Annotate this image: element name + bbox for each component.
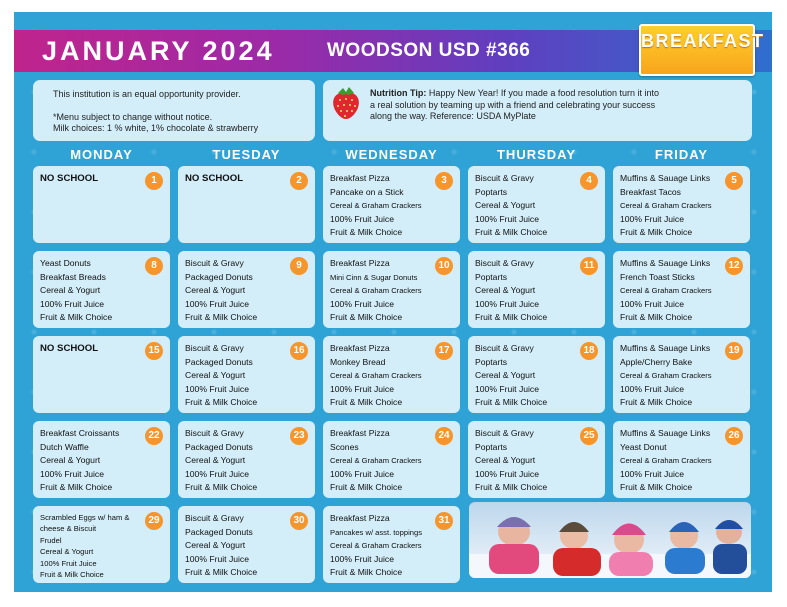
menu-item: Muffins & Sauage Links <box>620 258 711 268</box>
menu-item: Fruit & Milk Choice <box>40 482 113 493</box>
menu-item: Mini Cinn & Sugar Donuts <box>330 272 418 282</box>
day-cell-19 <box>613 336 750 413</box>
menu-item: 100% Fruit Juice <box>620 383 685 394</box>
menu-item: 100% Fruit Juice <box>330 298 395 309</box>
menu-item: 100% Fruit Juice <box>620 298 685 309</box>
day-cell-3 <box>323 166 460 243</box>
date-number-badge: 19 <box>725 342 743 360</box>
menu-item: Cereal & Yogurt <box>185 285 246 296</box>
day-cell-16 <box>178 336 315 413</box>
menu-item: Yeast Donut <box>620 441 667 452</box>
district-name: WOODSON USD #366 <box>327 40 531 61</box>
menu-item: Fruit & Milk Choice <box>620 397 693 408</box>
day-cell-15 <box>33 336 170 413</box>
menu-item: Apple/Cherry Bake <box>620 356 693 367</box>
day-cell-10 <box>323 251 460 328</box>
strawberry-icon <box>329 84 363 120</box>
menu-item: Cereal & Graham Crackers <box>330 286 422 296</box>
menu-item: Biscuit & Gravy <box>185 258 244 268</box>
menu-item: 100% Fruit Juice <box>185 383 250 394</box>
menu-item: 100% Fruit Juice <box>185 298 250 309</box>
day-cell-30 <box>178 506 315 583</box>
tip-text <box>370 88 660 123</box>
menu-item: Breakfast Pizza <box>330 513 390 523</box>
date-number-badge: 1 <box>145 172 163 190</box>
day-cell-24 <box>323 421 460 498</box>
date-number-badge: 25 <box>580 427 598 445</box>
date-number-badge: 24 <box>435 427 453 445</box>
menu-item: French Toast Sticks <box>620 271 695 282</box>
menu-item: Pancakes w/ asst. toppings <box>330 527 423 537</box>
date-number-badge: 2 <box>290 172 308 190</box>
date-number-badge: 30 <box>290 512 308 530</box>
menu-item: 100% Fruit Juice <box>620 213 685 224</box>
menu-item: Cereal & Yogurt <box>40 285 101 296</box>
menu-item: Cereal & Graham Crackers <box>620 286 712 296</box>
menu-item: Scones <box>330 441 359 452</box>
date-number-badge: 12 <box>725 257 743 275</box>
menu-item: 100% Fruit Juice <box>330 213 395 224</box>
breakfast-badge <box>639 24 765 76</box>
menu-item: 100% Fruit Juice <box>40 298 105 309</box>
menu-item: Fruit & Milk Choice <box>620 312 693 323</box>
menu-item: Fruit & Milk Choice <box>330 397 403 408</box>
menu-item: Yeast Donuts <box>40 258 91 268</box>
menu-item: Fruit & Milk Choice <box>185 567 258 578</box>
menu-item: 100% Fruit Juice <box>475 468 540 479</box>
date-number-badge: 15 <box>145 342 163 360</box>
menu-item: Biscuit & Gravy <box>475 258 534 268</box>
menu-item: Muffins & Sauage Links <box>620 173 711 183</box>
menu-item: cheese & Biscuit <box>40 524 97 534</box>
menu-item: 100% Fruit Juice <box>620 468 685 479</box>
menu-item: Fruit & Milk Choice <box>185 312 258 323</box>
menu-item: Monkey Bread <box>330 356 386 367</box>
date-number-badge: 9 <box>290 257 308 275</box>
menu-item: Cereal & Graham Crackers <box>330 371 422 381</box>
tip-body: Happy New Year! If you made a food resolution turn it into a real solution by teaming up with a friend and celebrating your success along the way. Reference: USDA MyPlate <box>370 88 659 121</box>
menu-item: 100% Fruit Juice <box>40 468 105 479</box>
menu-item: Breakfast Pizza <box>330 428 390 438</box>
menu-item: NO SCHOOL <box>40 343 99 354</box>
day-cell-18 <box>468 336 605 413</box>
menu-item: Cereal & Yogurt <box>185 455 246 466</box>
date-number-badge: 10 <box>435 257 453 275</box>
menu-item: Breakfast Breads <box>40 271 106 282</box>
menu-item: 100% Fruit Juice <box>475 213 540 224</box>
date-number-badge: 3 <box>435 172 453 190</box>
menu-item: 100% Fruit Juice <box>40 558 97 568</box>
page-title: JANUARY 2024 <box>42 36 275 66</box>
menu-item: Cereal & Yogurt <box>40 547 94 557</box>
menu-item: Fruit & Milk Choice <box>620 482 693 493</box>
date-number-badge: 18 <box>580 342 598 360</box>
menu-item: 100% Fruit Juice <box>330 553 395 564</box>
menu-item: Poptarts <box>475 356 508 367</box>
day-header-monday: MONDAY <box>70 147 133 162</box>
tip-label: Nutrition Tip: <box>370 88 427 98</box>
day-header-wednesday: WEDNESDAY <box>345 147 438 162</box>
day-cell-22 <box>33 421 170 498</box>
day-header-thursday: THURSDAY <box>496 147 577 162</box>
day-cell-11 <box>468 251 605 328</box>
day-cell-25 <box>468 421 605 498</box>
menu-item: Cereal & Yogurt <box>475 285 536 296</box>
menu-item: Biscuit & Gravy <box>185 428 244 438</box>
menu-item: Cereal & Yogurt <box>475 455 536 466</box>
menu-item: 100% Fruit Juice <box>475 298 540 309</box>
date-number-badge: 4 <box>580 172 598 190</box>
menu-item: Cereal & Graham Crackers <box>620 201 712 211</box>
menu-item: Fruit & Milk Choice <box>475 312 548 323</box>
day-cell-12 <box>613 251 750 328</box>
nutrition-tip-box <box>323 80 752 141</box>
menu-item: Dutch Waffle <box>40 441 89 452</box>
menu-item: Biscuit & Gravy <box>185 343 244 353</box>
menu-item: NO SCHOOL <box>185 173 244 184</box>
menu-item: Cereal & Graham Crackers <box>620 371 712 381</box>
date-number-badge: 8 <box>145 257 163 275</box>
day-cell-23 <box>178 421 315 498</box>
date-number-badge: 5 <box>725 172 743 190</box>
menu-item: Cereal & Graham Crackers <box>330 541 422 551</box>
date-number-badge: 11 <box>580 257 598 275</box>
day-cell-8 <box>33 251 170 328</box>
menu-item: Cereal & Yogurt <box>475 370 536 381</box>
day-header-tuesday: TUESDAY <box>212 147 281 162</box>
badge-label: BREAKFAST <box>641 31 765 51</box>
menu-item: Fruit & Milk Choice <box>475 227 548 238</box>
menu-item: 100% Fruit Juice <box>475 383 540 394</box>
menu-item: Fruit & Milk Choice <box>185 397 258 408</box>
day-cell-1 <box>33 166 170 243</box>
menu-item: Cereal & Yogurt <box>185 540 246 551</box>
menu-item: Poptarts <box>475 271 508 282</box>
date-number-badge: 22 <box>145 427 163 445</box>
menu-item: Cereal & Yogurt <box>185 370 246 381</box>
menu-item: Fruit & Milk Choice <box>40 570 104 580</box>
menu-item: Muffins & Sauage Links <box>620 343 711 353</box>
notice-line: Milk choices: 1 % white, 1% chocolate & strawberry <box>53 123 259 133</box>
day-cell-26 <box>613 421 750 498</box>
menu-item: 100% Fruit Juice <box>185 468 250 479</box>
date-number-badge: 17 <box>435 342 453 360</box>
menu-item: Breakfast Croissants <box>40 428 120 438</box>
menu-item: Biscuit & Gravy <box>185 513 244 523</box>
menu-item: Breakfast Pizza <box>330 343 390 353</box>
menu-item: Frudel <box>40 535 62 545</box>
day-cell-29 <box>33 506 170 583</box>
day-cell-2 <box>178 166 315 243</box>
menu-item: Breakfast Pizza <box>330 258 390 268</box>
menu-item: Fruit & Milk Choice <box>620 227 693 238</box>
menu-item: Poptarts <box>475 186 508 197</box>
menu-item: Packaged Donuts <box>185 526 253 537</box>
notice-line: *Menu subject to change without notice. <box>53 111 213 122</box>
menu-item: Biscuit & Gravy <box>475 428 534 438</box>
day-header-friday: FRIDAY <box>654 147 709 162</box>
notice-box <box>33 80 315 141</box>
menu-item: 100% Fruit Juice <box>330 383 395 394</box>
menu-item: Pancake on a Stick <box>330 186 404 197</box>
date-number-badge: 16 <box>290 342 308 360</box>
menu-item: Fruit & Milk Choice <box>330 312 403 323</box>
menu-item: Packaged Donuts <box>185 271 253 282</box>
menu-item: Breakfast Pizza <box>330 173 390 183</box>
day-cell-4 <box>468 166 605 243</box>
menu-item: Fruit & Milk Choice <box>330 567 403 578</box>
menu-item: Cereal & Graham Crackers <box>330 456 422 466</box>
menu-item: Fruit & Milk Choice <box>330 227 403 238</box>
kids-in-snow-photo <box>469 502 751 578</box>
menu-item: Fruit & Milk Choice <box>185 482 258 493</box>
menu-item: Fruit & Milk Choice <box>475 482 548 493</box>
menu-item: Fruit & Milk Choice <box>475 397 548 408</box>
menu-item: Biscuit & Gravy <box>475 173 534 183</box>
date-number-badge: 23 <box>290 427 308 445</box>
menu-item: Packaged Donuts <box>185 441 253 452</box>
menu-item: Cereal & Yogurt <box>475 200 536 211</box>
menu-item: Cereal & Graham Crackers <box>620 456 712 466</box>
date-number-badge: 26 <box>725 427 743 445</box>
menu-item: Cereal & Yogurt <box>40 455 101 466</box>
menu-item: Muffins & Sauage Links <box>620 428 711 438</box>
menu-item: Scrambled Eggs w/ ham & <box>40 513 130 522</box>
day-cell-31 <box>323 506 460 583</box>
menu-item: NO SCHOOL <box>40 173 99 184</box>
day-cell-9 <box>178 251 315 328</box>
notice-line: This institution is an equal opportunity provider. <box>53 89 241 99</box>
menu-item: Biscuit & Gravy <box>475 343 534 353</box>
menu-item: Poptarts <box>475 441 508 452</box>
menu-item: Fruit & Milk Choice <box>330 482 403 493</box>
day-cell-5 <box>613 166 750 243</box>
menu-item: Cereal & Graham Crackers <box>330 201 422 211</box>
day-cell-17 <box>323 336 460 413</box>
menu-item: Breakfast Tacos <box>620 186 681 197</box>
menu-item: Packaged Donuts <box>185 356 253 367</box>
menu-item: 100% Fruit Juice <box>185 553 250 564</box>
date-number-badge: 31 <box>435 512 453 530</box>
menu-item: Fruit & Milk Choice <box>40 312 113 323</box>
menu-item: 100% Fruit Juice <box>330 468 395 479</box>
date-number-badge: 29 <box>145 512 163 530</box>
